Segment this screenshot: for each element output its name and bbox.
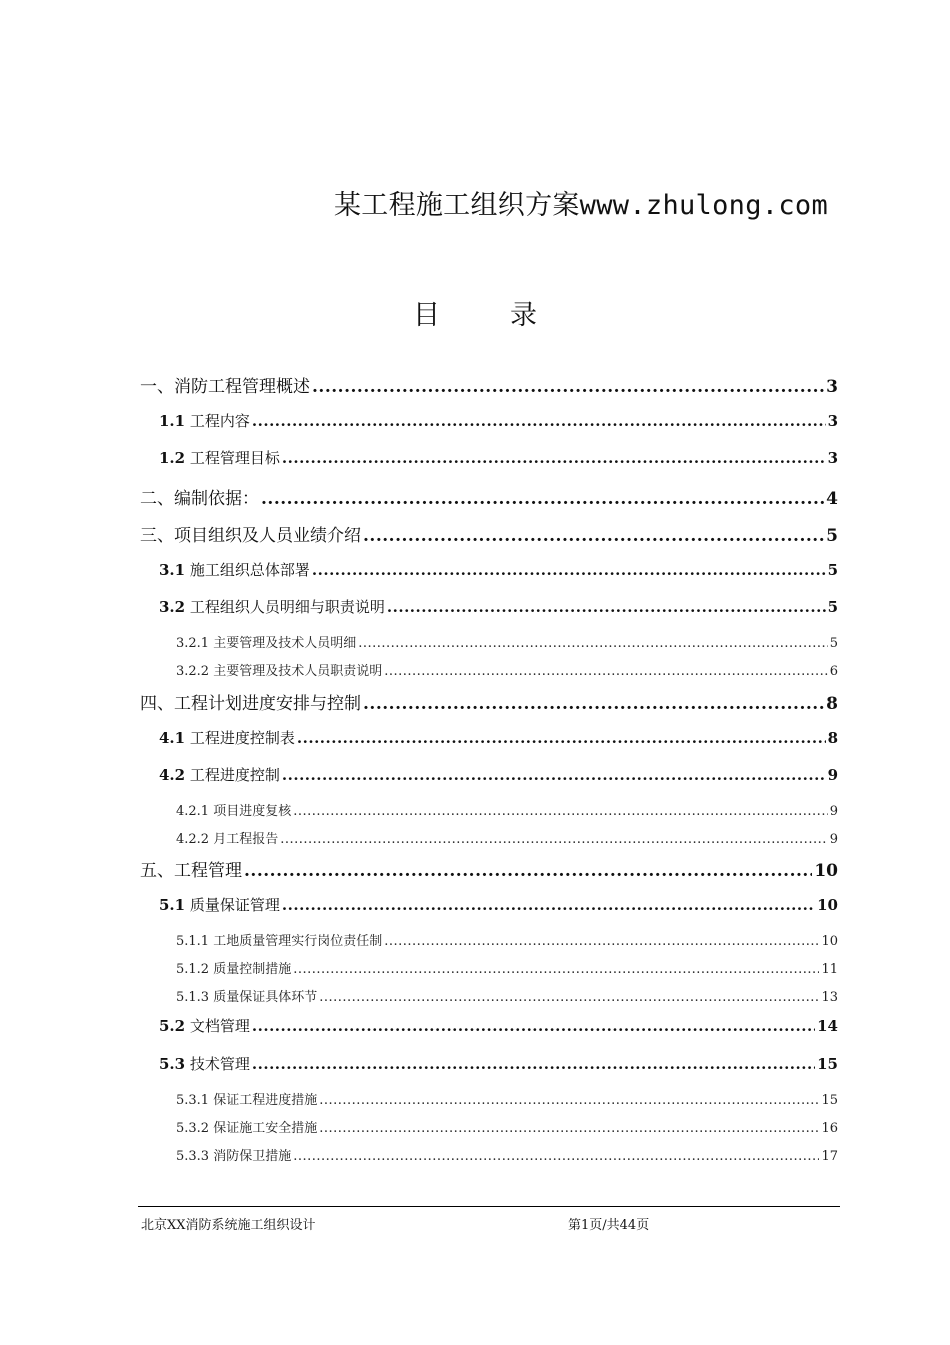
toc-entry-label: [159, 764, 280, 785]
toc-entry[interactable]: [140, 447, 838, 468]
toc-entry-page: 16: [821, 1121, 838, 1136]
toc-entry-label: [159, 1053, 250, 1074]
toc-entry-title: 五、工程管理: [140, 861, 242, 881]
toc-dot-leader: [387, 598, 826, 616]
toc-entry-label: [159, 596, 385, 617]
toc-dot-leader: [244, 861, 812, 881]
toc-entry-page: 3: [826, 377, 838, 397]
toc-entry-number: 3.1: [159, 561, 186, 579]
toc-entry-page: 9: [829, 804, 838, 819]
toc-entry[interactable]: [140, 596, 838, 617]
toc-entry-page: 11: [821, 962, 838, 977]
toc-entry[interactable]: [140, 986, 838, 1005]
toc-dot-leader: [282, 766, 826, 784]
toc-entry-title: 月工程报告: [213, 832, 279, 847]
toc-dot-leader: [319, 1121, 819, 1136]
toc-entry-label: [176, 1145, 291, 1164]
toc-entry-title: 三、项目组织及人员业绩介绍: [140, 526, 361, 546]
toc-dot-leader: [297, 729, 826, 747]
toc-dot-leader: [293, 804, 827, 819]
toc-entry-page: 10: [817, 896, 838, 914]
toc-dot-leader: [252, 1055, 815, 1073]
toc-entry[interactable]: [140, 410, 838, 431]
toc-dot-leader: [261, 489, 824, 509]
toc-entry-title: 工程进度控制: [189, 766, 280, 784]
toc-dot-leader: [319, 1093, 819, 1108]
document-title: 某工程施工组织方案www.zhulong.com: [333, 190, 828, 221]
toc-entry-label: [159, 1015, 250, 1036]
toc-entry[interactable]: [140, 930, 838, 949]
toc-entry-number: 3.2.2: [176, 664, 210, 679]
toc-entry-number: 3.2.1: [176, 636, 210, 651]
toc-entry-title: 消防保卫措施: [213, 1149, 292, 1164]
toc-entry-number: 5.1.3: [176, 990, 210, 1005]
toc-entry-number: 5.1.2: [176, 962, 210, 977]
toc-entry-title: 工程进度控制表: [189, 729, 295, 747]
footer-document-name: 北京XX消防系统施工组织设计: [141, 1218, 316, 1233]
toc-entry-number: 5.3.1: [176, 1093, 210, 1108]
toc-heading: [0, 293, 950, 332]
toc-entry[interactable]: [140, 828, 838, 847]
toc-entry-page: 4: [826, 489, 838, 509]
toc-entry[interactable]: [140, 689, 838, 714]
toc-entry-title: 保证施工安全措施: [213, 1121, 318, 1136]
toc-entry-title: 质量保证具体环节: [213, 990, 318, 1005]
toc-entry-number: 3.2: [159, 598, 186, 616]
toc-dot-leader: [280, 832, 827, 847]
toc-entry-title: 主要管理及技术人员明细: [213, 636, 357, 651]
toc-dot-leader: [293, 962, 819, 977]
toc-entry-page: 9: [829, 832, 838, 847]
footer-divider: [138, 1206, 840, 1207]
toc-dot-leader: [312, 561, 826, 579]
toc-entry[interactable]: [140, 1089, 838, 1108]
toc-entry-title: 工程内容: [189, 412, 250, 430]
toc-entry-label: [159, 894, 280, 915]
toc-entry-title: 施工组织总体部署: [189, 561, 310, 579]
toc-entry-label: [176, 660, 382, 679]
toc-entry-page: 3: [827, 412, 838, 430]
toc-entry-number: 4.2.1: [176, 804, 210, 819]
toc-entry-number: 5.3.3: [176, 1149, 210, 1164]
toc-entry[interactable]: [140, 484, 838, 509]
toc-dot-leader: [282, 449, 826, 467]
toc-entry-page: 10: [821, 934, 838, 949]
toc-entry-label: [140, 372, 310, 397]
toc-entry[interactable]: [140, 521, 838, 546]
toc-entry-page: 9: [827, 766, 838, 784]
toc-entry[interactable]: [140, 372, 838, 397]
toc-entry-label: [176, 958, 291, 977]
toc-entry[interactable]: [140, 1145, 838, 1164]
toc-entry-page: 15: [821, 1093, 838, 1108]
toc-entry-label: [140, 856, 242, 881]
toc-entry-number: 4.2.2: [176, 832, 210, 847]
toc-dot-leader: [319, 990, 819, 1005]
toc-entry-page: 14: [817, 1017, 838, 1035]
toc-dot-leader: [358, 636, 827, 651]
toc-entry[interactable]: [140, 559, 838, 580]
toc-entry-label: [176, 1089, 317, 1108]
toc-entry[interactable]: [140, 1117, 838, 1136]
toc-entry[interactable]: [140, 894, 838, 915]
toc-heading-char-1: 目: [413, 300, 440, 331]
toc-entry[interactable]: [140, 764, 838, 785]
toc-entry[interactable]: [140, 727, 838, 748]
toc-entry-title: 主要管理及技术人员职责说明: [213, 664, 383, 679]
toc-entry[interactable]: [140, 660, 838, 679]
toc-entry-page: 8: [827, 729, 838, 747]
toc-entry-page: 8: [826, 694, 838, 714]
toc-entry-number: 5.2: [159, 1017, 186, 1035]
toc-dot-leader: [363, 694, 824, 714]
toc-dot-leader: [293, 1149, 819, 1164]
toc-entry-title: 二、编制依据：: [140, 489, 259, 509]
toc-entry-page: 5: [829, 636, 838, 651]
toc-dot-leader: [384, 664, 827, 679]
toc-entry-label: [176, 930, 382, 949]
toc-dot-leader: [252, 412, 826, 430]
toc-entry-number: 5.3.2: [176, 1121, 210, 1136]
toc-entry-page: 13: [821, 990, 838, 1005]
toc-entry-title: 四、工程计划进度安排与控制: [140, 694, 361, 714]
toc-dot-leader: [363, 526, 824, 546]
toc-entry-number: 1.1: [159, 412, 186, 430]
toc-heading-char-2: 录: [510, 300, 537, 331]
toc-entry[interactable]: [140, 1015, 838, 1036]
toc-entry-title: 技术管理: [189, 1055, 250, 1073]
toc-entry[interactable]: [140, 1053, 838, 1074]
toc-entry-label: [176, 632, 356, 651]
toc-entry[interactable]: [140, 958, 838, 977]
toc-entry-page: 6: [829, 664, 838, 679]
toc-dot-leader: [384, 934, 819, 949]
toc-entry-page: 17: [821, 1149, 838, 1164]
toc-dot-leader: [282, 896, 815, 914]
toc-entry-label: [159, 727, 295, 748]
toc-dot-leader: [252, 1017, 815, 1035]
toc-entry-title: 工地质量管理实行岗位责任制: [213, 934, 383, 949]
toc-entry-title: 一、消防工程管理概述: [140, 377, 310, 397]
toc-entry-number: 5.1: [159, 896, 186, 914]
toc-entry-title: 质量保证管理: [189, 896, 280, 914]
toc-entry[interactable]: [140, 632, 838, 651]
toc-entry-title: 保证工程进度措施: [213, 1093, 318, 1108]
toc-entry-label: [159, 559, 310, 580]
toc-entry-number: 4.1: [159, 729, 186, 747]
toc-entry-number: 5.1.1: [176, 934, 210, 949]
toc-entry-title: 质量控制措施: [213, 962, 292, 977]
toc-entry-number: 5.3: [159, 1055, 186, 1073]
toc-entry-page: 15: [817, 1055, 838, 1073]
toc-entry-title: 文档管理: [189, 1017, 250, 1035]
toc-entry[interactable]: [140, 856, 838, 881]
toc-entry-label: [140, 521, 361, 546]
footer-page-number: 第1页/共44页: [568, 1218, 650, 1233]
toc-entry-page: 5: [827, 561, 838, 579]
toc-entry-title: 工程管理目标: [189, 449, 280, 467]
toc-entry-label: [176, 986, 317, 1005]
toc-entry-page: 5: [827, 598, 838, 616]
toc-entry-label: [176, 828, 278, 847]
toc-entry-number: 4.2: [159, 766, 186, 784]
toc-entry-number: 1.2: [159, 449, 186, 467]
toc-entry-page: 3: [827, 449, 838, 467]
toc-entry-label: [140, 689, 361, 714]
toc-entry-title: 项目进度复核: [213, 804, 292, 819]
toc-entry-label: [159, 410, 250, 431]
toc-entry-title: 工程组织人员明细与职责说明: [189, 598, 385, 616]
toc-entry-label: [176, 800, 291, 819]
toc-entry[interactable]: [140, 800, 838, 819]
toc-entry-label: [140, 484, 259, 509]
toc-entry-label: [159, 447, 280, 468]
toc-dot-leader: [312, 377, 824, 397]
toc-entry-page: 5: [826, 526, 838, 546]
toc-entry-label: [176, 1117, 317, 1136]
toc-entry-page: 10: [814, 861, 838, 881]
